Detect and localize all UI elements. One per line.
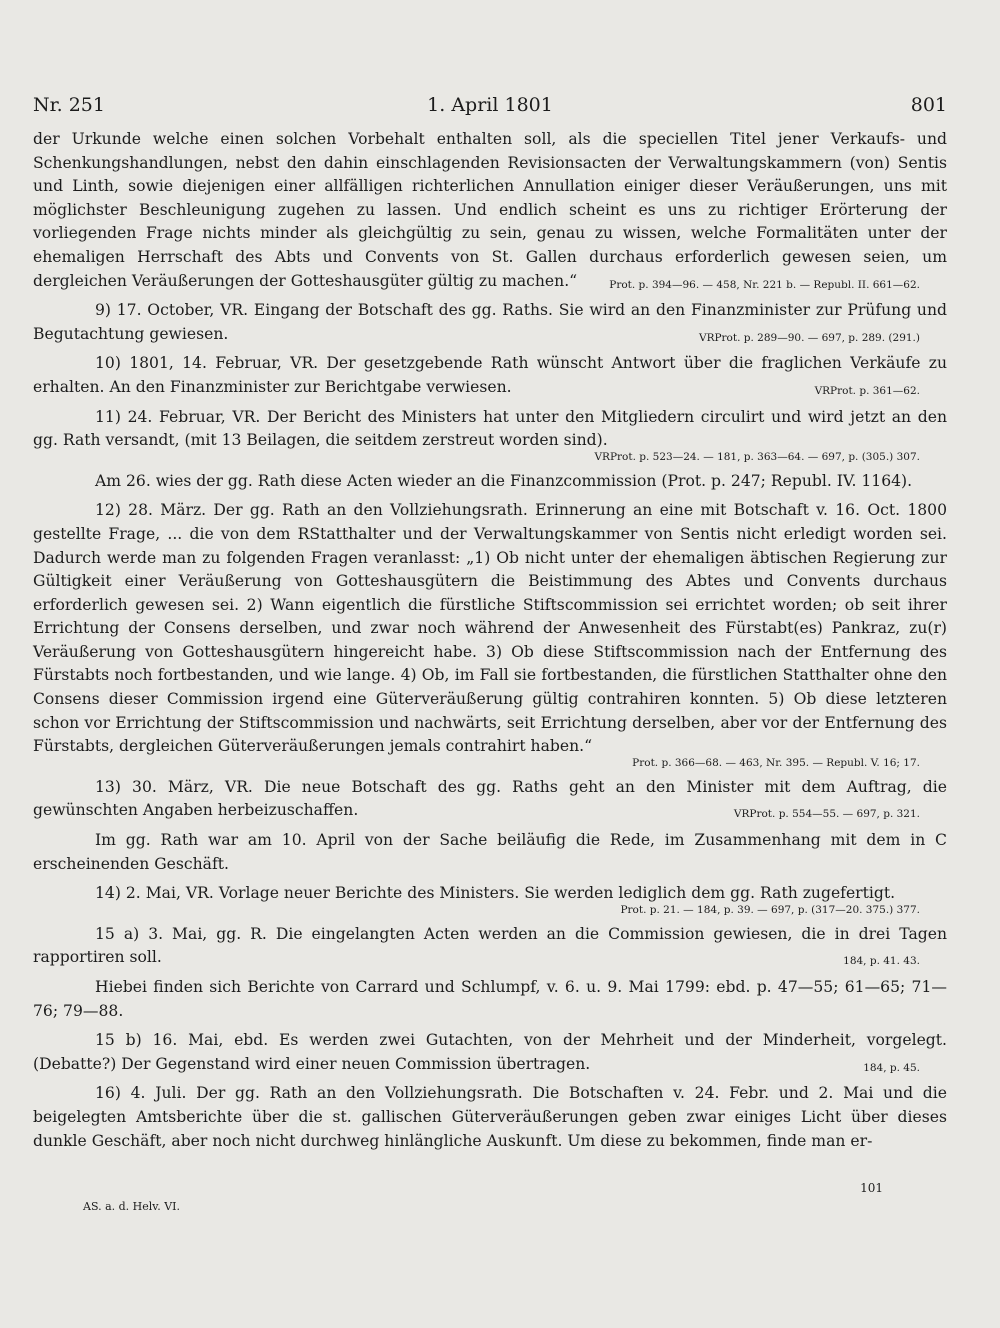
paragraph: 16) 4. Juli. Der gg. Rath an den Vollziehungsrath. Die Botschaften v. 24. Febr. und 2. Mai und die beigelegten Amtsberichte über die st. gallischen Güterveräußerungen geben zwar einiges Licht über dieses dunkle Geschäft, aber noch nicht durchweg hinlängliche Auskunft. Um diese zu bekommen, finde man er- [33,1084,947,1150]
reference: Prot. p. 394—96. — 458, Nr. 221 b. — Republ. II. 661—62. [609,278,920,291]
paragraph: 14) 2. Mai, VR. Vorlage neuer Berichte des Ministers. Sie werden lediglich dem gg. Rath zugefertigt. Prot. p. 21. — 184, p. 39. — 697, p. (317—20. 375.) 377. [33,882,947,917]
paragraph: der Urkunde welche einen solchen Vorbehalt enthalten soll, als die speciellen Titel jener Verkaufs- und Schenkungshandlungen, nebst den dahin einschlagenden Revisionsacten der Verwaltungskammern (von) Sentis und Linth, sowie diejenigen einer allfälligen richterlichen Annullation einiger dieser Veräußerungen, uns mit möglichster Beschleunigung zugehen zu lassen. Und endlich scheint es uns zu richtiger Erörterung der vorliegenden Frage nichts minder als gleichgültig zu sein, genau zu wissen, welche Formalitäten unter der ehemaligen Herrschaft des Abts und Convents von St. Gallen durchaus erforderlich gewesen seien, um dergleichen Veräußerungen der Gotteshausgüter gültig zu machen.“ Prot. p. 394—96. — 458, Nr. 221 b. — Republ. II. 661—62. [33,128,947,293]
page-number: 801 [910,94,947,116]
paragraph: 13) 30. März, VR. Die neue Botschaft des gg. Raths geht an den Minister mit dem Auftrag, die gewünschten Angaben herbeizuschaffen. VRProt. p. 554—55. — 697, p. 321. [33,776,947,823]
reference: VRProt. p. 289—90. — 697, p. 289. (291.) [698,331,920,344]
paragraph: 15 b) 16. Mai, ebd. Es werden zwei Gutachten, von der Mehrheit und der Minderheit, vorgelegt. (Debatte?) Der Gegenstand wird einer neuen Commission übertragen. 184, p. 45. [33,1029,947,1076]
reference: Prot. p. 366—68. — 463, Nr. 395. — Republ. V. 16; 17. [632,756,920,769]
page-footer [33,1178,947,1218]
footer-sheet-number: 101 [860,1181,883,1195]
paragraph: Am 26. wies der gg. Rath diese Acten wieder an die Finanzcommission (Prot. p. 247; Republ. IV. 1164). [95,471,913,490]
header-date: 1. April 1801 [427,94,553,116]
paragraph: 11) 24. Februar, VR. Der Bericht des Ministers hat unter den Mitgliedern circulirt und wird jetzt an den gg. Rath versandt, (mit 13 Beilagen, die seitdem zerstreut worden sind). VRProt. p. 523—24. — 181, p. 363—64. — 697, p. (305.) 307. [33,407,947,463]
reference: 184, p. 41. 43. [843,955,920,968]
reference: Prot. p. 21. — 184, p. 39. — 697, p. (317—20. 375.) 377. [620,903,920,916]
footer-source: AS. a. d. Helv. VI. [83,1200,180,1213]
reference: VRProt. p. 523—24. — 181, p. 363—64. — 697, p. (305.) 307. [594,450,920,463]
reference: VRProt. p. 554—55. — 697, p. 321. [733,808,920,821]
paragraph: 15 a) 3. Mai, gg. R. Die eingelangten Acten werden an die Commission gewiesen, die in drei Tagen rapportiren soll. 184, p. 41. 43. [33,923,947,970]
reference: 184, p. 45. [863,1061,920,1074]
paragraph: 10) 1801, 14. Februar, VR. Der gesetzgebende Rath wünscht Antwort über die fraglichen Verkäufe zu erhalten. An den Finanzminister zur Berichtgabe verwiesen. VRProt. p. 361—62. [33,352,947,399]
reference: VRProt. p. 361—62. [814,384,920,397]
document-number: Nr. 251 [33,94,105,116]
paragraph: 9) 17. October, VR. Eingang der Botschaft des gg. Raths. Sie wird an den Finanzminister zur Prüfung und Begutachtung gewiesen. VRProt. p. 289—90. — 697, p. 289. (291.) [33,299,947,346]
page-header [33,94,947,124]
paragraph: Hiebei finden sich Berichte von Carrard und Schlumpf, v. 6. u. 9. Mai 1799: ebd. p. 47—55; 61—65; 71—76; 79—88. [33,978,947,1020]
paragraph: 12) 28. März. Der gg. Rath an den Vollziehungsrath. Erinnerung an eine mit Botschaft v. 16. Oct. 1800 gestellte Frage, ... die von dem RStatthalter und der Verwaltungskammer von Sentis nicht erledigt worden sei. Dadurch werde man zu folgenden Fragen veranlasst: „1) Ob nicht unter der ehemaligen äbtischen Regierung zur Gültigkeit einer Veräußerung von Gotteshausgütern die Beistimmung des Abtes und Convents durchaus erforderlich gewesen sei. 2) Wann eigentlich die fürstliche Stiftscommission sei errichtet worden; ob seit ihrer Errichtung der Consens derselben, und zwar noch während der Anwesenheit des Fürstabt(es) Pankraz, zu(r) Veräußerung von Gotteshausgütern hingereicht habe. 3) Ob diese Stiftscommission nach der Entfernung des Fürstabts noch fortbestanden, und wie lange. 4) Ob, im Fall sie fortbestanden, die fürstlichen Statthalter ohne den Consens dieser Commission irgend eine Güterveräußerung gültig contrahiren konnten. 5) Ob diese letzteren schon vor Errichtung der Stiftscommission und nachwärts, seit Errichtung derselben, aber vor der Entfernung des Fürstabts, dergleichen Güterveräußerungen jemals contrahirt haben.“ Prot. p. 366—68. — 463, Nr. 395. — Republ. V. 16; 17. [33,501,947,769]
document-body [33,128,947,1153]
paragraph: Im gg. Rath war am 10. April von der Sache beiläufig die Rede, im Zusammenhang mit dem in C erscheinenden Geschäft. [33,831,947,873]
